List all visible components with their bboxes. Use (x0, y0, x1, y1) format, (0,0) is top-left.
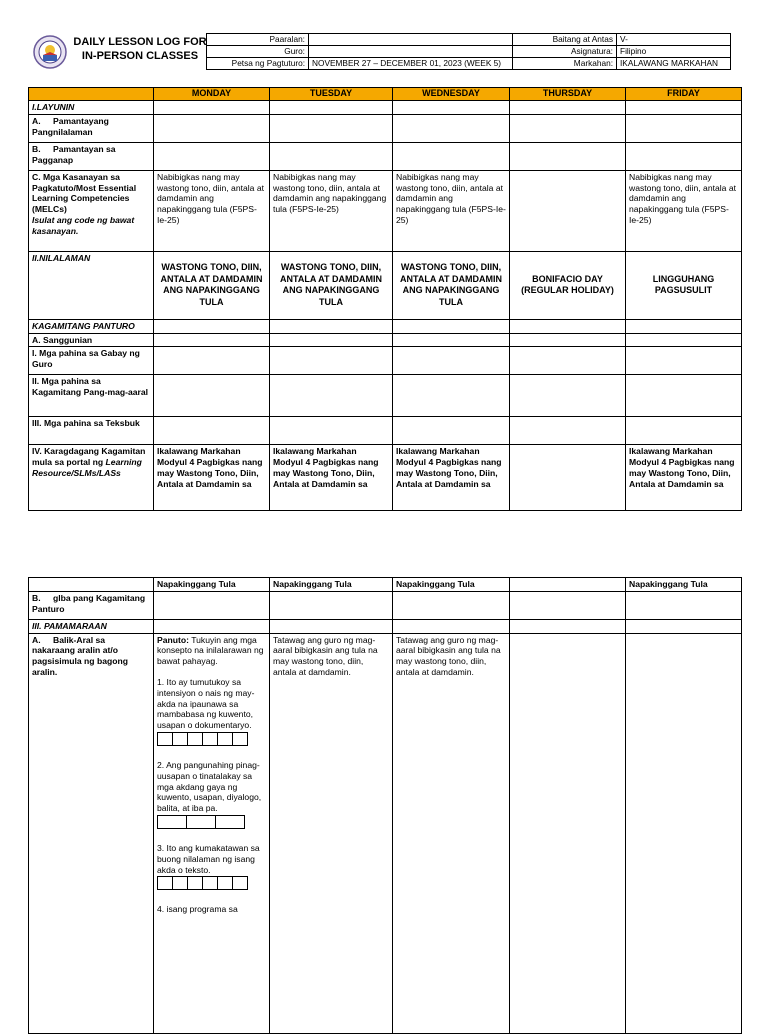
balik-aral-tuesday: Tatawag ang guro ng mag-aaral bibigkasin ang tula na may wastong tono, diin, antala at damdamin. (270, 633, 393, 1033)
row-b-letter: B. (32, 143, 41, 154)
napakinggang-wednesday: Napakinggang Tula (393, 578, 510, 592)
nilalaman-tuesday: WASTONG TONO, DIIN, ANTALA AT DAMDAMIN ANG NAPAKINGGANG TULA (270, 251, 393, 319)
sanggunian-label: A. Sanggunian (29, 333, 154, 347)
pamantayang-pangnilalaman-label (29, 114, 154, 142)
baitang-label: Baitang at Antas (513, 34, 617, 46)
row-b-text: Pamantayan sa Pagganap (32, 143, 116, 165)
napakinggang-tuesday: Napakinggang Tula (270, 578, 393, 592)
day-header-blank (29, 88, 154, 101)
answer-boxes-3 (157, 876, 266, 890)
lesson-log-table (28, 87, 742, 511)
baitang-value: V- (617, 34, 731, 46)
melcs-tuesday: Nabibigkas nang may wastong tono, diin, antala at damdamin ang napakinggang tula (F5PS-Ie-25) (270, 170, 393, 251)
guro-value (309, 46, 513, 58)
panuto-label: Panuto: (157, 634, 189, 645)
day-thursday: THURSDAY (510, 88, 626, 101)
kagamitang-panturo-heading: KAGAMITANG PANTURO (29, 319, 154, 333)
pamantayan-sa-pagganap-label (29, 142, 154, 170)
asignatura-label: Asignatura: (513, 46, 617, 58)
melcs-note: Isulat ang code ng bawat kasanayan. (32, 214, 135, 236)
melcs-label (29, 170, 154, 251)
document-title (70, 35, 210, 63)
nilalaman-monday: WASTONG TONO, DIIN, ANTALA AT DAMDAMIN ANG NAPAKINGGANG TULA (154, 251, 270, 319)
petsa-value: NOVEMBER 27 – DECEMBER 01, 2023 (WEEK 5) (309, 58, 513, 70)
gabay-guro-label: I. Mga pahina sa Gabay ng Guro (29, 347, 154, 375)
balik-aral-wednesday: Tatawag ang guro ng mag-aaral bibigkasin ang tula na may wastong tono, diin, antala at damdamin. (393, 633, 510, 1033)
modyul-friday: Ikalawang Markahan Modyul 4 Pagbigkas nang may Wastong Tono, Diin, Antala at Damdamin sa (626, 445, 742, 511)
melcs-thursday (510, 170, 626, 251)
paaralan-label: Paaralan: (207, 34, 309, 46)
melcs-friday: Nabibigkas nang may wastong tono, diin, antala at damdamin ang napakinggang tula (F5PS-Ie-25) (626, 170, 742, 251)
row-b2-letter: B. (32, 592, 41, 603)
item-3: 3. Ito ang kumakatawan sa buong nilalaman ng isang akda o teksto. (157, 842, 260, 875)
kagamitang-pang-magaaral-label: II. Mga pahina sa Kagamitang Pang-mag-aaral (29, 375, 154, 417)
day-wednesday: WEDNESDAY (393, 88, 510, 101)
balik-aral-friday (626, 633, 742, 1033)
day-tuesday: TUESDAY (270, 88, 393, 101)
title-line-1: DAILY LESSON LOG FOR (73, 36, 207, 48)
row-b2-text: glba pang Kagamitang Panturo (32, 592, 146, 614)
guro-label: Guro: (207, 46, 309, 58)
modyul-thursday (510, 445, 626, 511)
napakinggang-friday: Napakinggang Tula (626, 578, 742, 592)
asignatura-value: Filipino (617, 46, 731, 58)
day-header-row (29, 88, 742, 101)
row-a-text: Pamantayang Pangnilalaman (32, 115, 109, 137)
panuto-text: Tukuyin ang mga konsepto na inilalarawan ng bawat pahayag. (157, 634, 264, 667)
modyul-monday: Ikalawang Markahan Modyul 4 Pagbigkas nang may Wastong Tono, Diin, Antala at Damdamin sa (154, 445, 270, 511)
pamamaraan-heading: III. PAMAMARAAN (29, 619, 154, 633)
balik-aral-monday (154, 633, 270, 1033)
answer-boxes-1 (157, 732, 266, 746)
karagdagang-text: IV. Karagdagang Kagamitan mula sa portal ng (32, 446, 146, 468)
layunin-heading: I.LAYUNIN (29, 101, 154, 115)
nilalaman-heading: II.NILALAMAN (29, 251, 154, 319)
day-monday: MONDAY (154, 88, 270, 101)
day-friday: FRIDAY (626, 88, 742, 101)
melcs-monday: Nabibigkas nang may wastong tono, diin, antala at damdamin ang napakinggang tula (F5PS-Ie-25) (154, 170, 270, 251)
deped-seal-logo (33, 34, 67, 70)
header-info-table (206, 33, 731, 70)
markahan-value: IKALAWANG MARKAHAN (617, 58, 731, 70)
petsa-label: Petsa ng Pagtuturo: (207, 58, 309, 70)
markahan-label: Markahan: (513, 58, 617, 70)
melcs-label-text: C. Mga Kasanayan sa Pagkatuto/Most Essential Learning Competencies (MELCs) (32, 171, 137, 215)
iba-pang-kagamitan-label (29, 591, 154, 619)
teksbuk-label: III. Mga pahina sa Teksbuk (29, 417, 154, 445)
paaralan-value (309, 34, 513, 46)
karagdagang-italic: Learning Resource/SLMs/LASs (32, 457, 142, 478)
balik-aral-thursday (510, 633, 626, 1033)
item-2: 2. Ang pangunahing pinag-uusapan o tinatalakay sa mga akdang gaya ng kuwento, usapan, diyalogo, balita, at iba pa. (157, 759, 262, 814)
row-a2-letter: A. (32, 634, 41, 645)
item-1: 1. Ito ay tumutukoy sa intensiyon o nais ng may-akda na ipaunawa sa mambabasa ng kuwento, usapan o dokumentaryo. (157, 676, 255, 731)
title-line-2: IN-PERSON CLASSES (81, 50, 199, 62)
row-a-letter: A. (32, 115, 41, 126)
item-4: 4. isang programa sa (157, 904, 238, 915)
lesson-log-table-continued (28, 577, 742, 1034)
melcs-wednesday: Nabibigkas nang may wastong tono, diin, antala at damdamin ang napakinggang tula (F5PS-Ie-25) (393, 170, 510, 251)
nilalaman-wednesday: WASTONG TONO, DIIN, ANTALA AT DAMDAMIN ANG NAPAKINGGANG TULA (393, 251, 510, 319)
balik-aral-label (29, 633, 154, 1033)
karagdagang-kagamitan-label (29, 445, 154, 511)
nilalaman-thursday: BONIFACIO DAY (REGULAR HOLIDAY) (510, 251, 626, 319)
row-a2-text: Balik-Aral sa nakaraang aralin at/o pagsisimula ng bagong aralin. (32, 634, 128, 677)
modyul-tuesday: Ikalawang Markahan Modyul 4 Pagbigkas nang may Wastong Tono, Diin, Antala at Damdamin sa (270, 445, 393, 511)
modyul-wednesday: Ikalawang Markahan Modyul 4 Pagbigkas nang may Wastong Tono, Diin, Antala at Damdamin sa (393, 445, 510, 511)
napakinggang-monday: Napakinggang Tula (154, 578, 270, 592)
answer-boxes-2 (157, 815, 266, 829)
nilalaman-friday: LINGGUHANG PAGSUSULIT (626, 251, 742, 319)
